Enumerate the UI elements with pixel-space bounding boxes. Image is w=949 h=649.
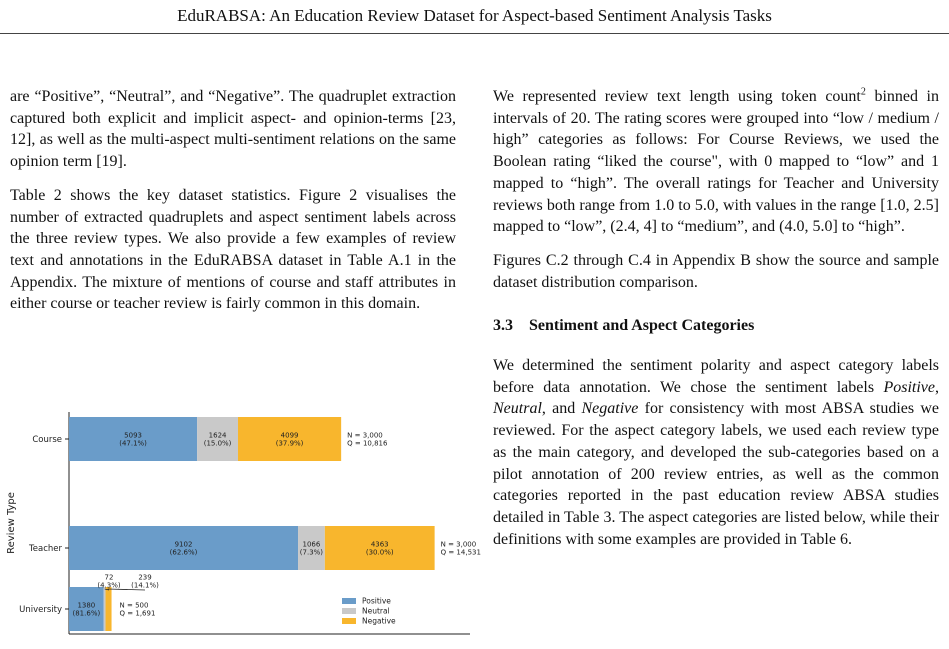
text: , and bbox=[541, 400, 582, 418]
bar-annotation: N = 3,000 Q = 10,816 bbox=[347, 431, 388, 448]
legend-label: Negative bbox=[362, 616, 396, 626]
paragraph: Table 2 shows the key dataset statistics. Figure 2 visualises the number of extracted quadruplets and aspect sentiment labels across the three review types. We also provide a few examples of review text and annotations in the EduRABSA dataset in Table A.1 in the Appendix. The mixture of mentions of course and staff attributes in either course or teacher review is fairly common in this domain. bbox=[10, 186, 456, 313]
text: , bbox=[935, 378, 939, 396]
legend-swatch bbox=[342, 618, 356, 624]
section-heading bbox=[493, 315, 939, 337]
bar-neutral bbox=[104, 587, 106, 631]
y-tick-label: University bbox=[19, 604, 62, 615]
running-header: EduRABSA: An Education Review Dataset for Aspect-based Sentiment Analysis Tasks bbox=[177, 6, 772, 25]
paragraph bbox=[493, 355, 939, 550]
chart-svg bbox=[0, 408, 481, 644]
figure-chart bbox=[0, 408, 481, 644]
paragraph bbox=[493, 86, 939, 238]
paragraph: are “Positive”, “Neutral”, and “Negative”. The quadruplet extraction captured both explicit and implicit aspect- and opinion-terms [23, 12], as well as the multi-aspect multi-sentiment relations on the same opinion term [19]. bbox=[10, 88, 456, 171]
legend-label: Neutral bbox=[362, 606, 390, 616]
bar-data-label: 9102 (62.6%) bbox=[169, 540, 198, 557]
paragraph: Figures C.2 through C.4 in Appendix B show the source and sample dataset distribution comparison. bbox=[493, 251, 939, 291]
right-column bbox=[493, 86, 939, 562]
bar-data-label: 4363 (30.0%) bbox=[365, 540, 394, 557]
footnote-marker: 2 bbox=[860, 86, 866, 98]
italic-term: Neutral bbox=[493, 400, 542, 418]
bar-annotation: N = 3,000 Q = 14,531 bbox=[440, 540, 481, 557]
left-column bbox=[10, 86, 456, 327]
bar-annotation: N = 500 Q = 1,691 bbox=[119, 601, 156, 618]
y-axis-title: Review Type bbox=[6, 492, 17, 554]
text: for consistency with most ABSA studies we reviewed. For the aspect category labels, we used each review type as the main category, and developed the sub-categories based on a pilot annotation of 200 review entries, as well as the common categories reported in the past education review ABSA studies detailed in Table 3. The aspect categories are listed below, while their definitions with some examples are provided in Table 6. bbox=[493, 400, 939, 548]
bar-data-label: 1066 (7.3%) bbox=[299, 540, 324, 557]
text: We represented review text length using token count bbox=[493, 88, 861, 105]
y-tick-label: Teacher bbox=[29, 543, 62, 554]
bar-data-label: 5093 (47.1%) bbox=[119, 431, 147, 448]
italic-term: Positive bbox=[883, 378, 935, 396]
italic-term: Negative bbox=[581, 400, 639, 418]
bar-negative bbox=[106, 587, 112, 631]
legend-label: Positive bbox=[362, 596, 391, 606]
bar-data-label: 72 (4.3%) bbox=[97, 573, 121, 590]
bar-data-label: 1624 (15.0%) bbox=[203, 431, 232, 448]
bar-data-label: 4099 (37.9%) bbox=[275, 431, 304, 448]
legend-swatch bbox=[342, 598, 356, 604]
y-tick-label: Course bbox=[32, 434, 62, 445]
header-rule bbox=[0, 33, 949, 34]
text: We determined the sentiment polarity and aspect category labels before data annotation. We chose the sentiment labels bbox=[493, 357, 939, 396]
bar-data-label: 1380 (81.6%) bbox=[72, 601, 101, 618]
text: binned in intervals of 20. The rating scores were grouped into “low / medium / high” categories as follows: For Course Reviews, we used the Boolean rating “liked the course", with 0 mapped to “low” and 1 mapped to “high”. The overall ratings for Teacher and University reviews both range from 1.0 to 5.0, with values in the range [1.0, 2.5] mapped to “low”, (2.4, 4] to “medium”, and (4.0, 5.0] to “high”. bbox=[493, 88, 939, 236]
section-title: Sentiment and Aspect Categories bbox=[529, 317, 755, 335]
bar-data-label: 239 (14.1%) bbox=[131, 573, 159, 590]
legend-swatch bbox=[342, 608, 356, 614]
section-number: 3.3 bbox=[493, 317, 513, 335]
